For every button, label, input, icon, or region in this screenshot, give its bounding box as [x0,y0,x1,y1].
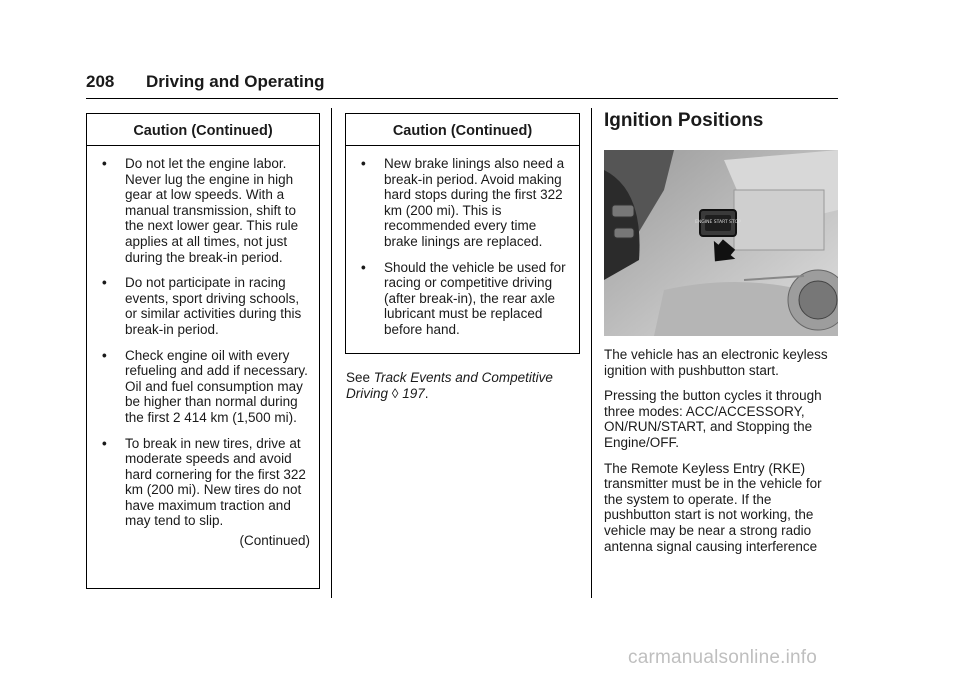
column-divider-1 [331,108,332,598]
caution-list [87,156,319,529]
list-item: • To break in new tires, drive at moderate speeds and avoid hard cornering for the first 322 km (200 mi). New tires do not have maximum traction and may tend to slip. [102,435,306,529]
bullet-icon: • [361,156,366,171]
caution-box-middle [345,113,580,354]
caution-list [346,156,579,338]
page-header [86,70,838,99]
paragraph: The Remote Keyless Entry (RKE) transmitter must be in the vehicle for the system to operate. If the pushbutton start is not working, the vehicle may be near a strong radio antenna signal causing interference [604,460,822,554]
bullet-icon: • [102,156,107,171]
page-number: 208 [86,72,115,91]
list-item: • Should the vehicle be used for racing or competitive driving (after break-in), the rear axle lubricant must be replaced before hand. [361,259,566,337]
continued-label: (Continued) [239,533,310,549]
list-item: • Check engine oil with every refueling and add if necessary. Oil and fuel consumption may be higher than normal during the first 2 414 km (1,500 mi). [102,347,308,425]
column-divider-2 [591,108,592,598]
caution-title: Caution (Continued) [87,114,319,146]
caution-box-left [86,113,320,589]
page-reference-icon: ◊ [391,386,399,401]
list-item: • Do not participate in racing events, sport driving schools, or similar activities during this break-in period. [102,275,302,337]
ignition-description [604,347,840,564]
bullet-icon: • [102,435,107,451]
section-heading: Ignition Positions [604,110,764,131]
button-label: ENGINE START STOP [695,220,741,225]
paragraph: Pressing the button cycles it through three modes: ACC/ACCESSORY, ON/RUN/START, and Stopping the Engine/OFF. [604,388,822,450]
page-reference-number[interactable]: 197 [402,386,425,401]
section-title: Driving and Operating [146,72,325,91]
paragraph: The vehicle has an electronic keyless ignition with pushbutton start. [604,347,828,378]
watermark-text: carmanualsonline.info [628,647,818,668]
cross-reference-link[interactable]: Track Events and Competitive Driving [346,370,553,401]
bullet-icon: • [102,275,107,291]
see-also-reference: See Track Events and Competitive Driving ◊ 197. [346,370,553,401]
bullet-icon: • [361,259,366,275]
list-item: • New brake linings also need a break-in period. Avoid making hard stops during the first 322 km (200 mi). This is recommended every time brake linings are replaced. [361,156,565,249]
bullet-icon: • [102,347,107,363]
caution-title: Caution (Continued) [346,114,579,146]
list-item: • Do not let the engine labor. Never lug the engine in high gear at low speeds. With a manual transmission, shift to the next lower gear. This rule applies at all times, not just during the break-in period. [102,156,299,265]
ignition-button-photo [604,150,838,336]
